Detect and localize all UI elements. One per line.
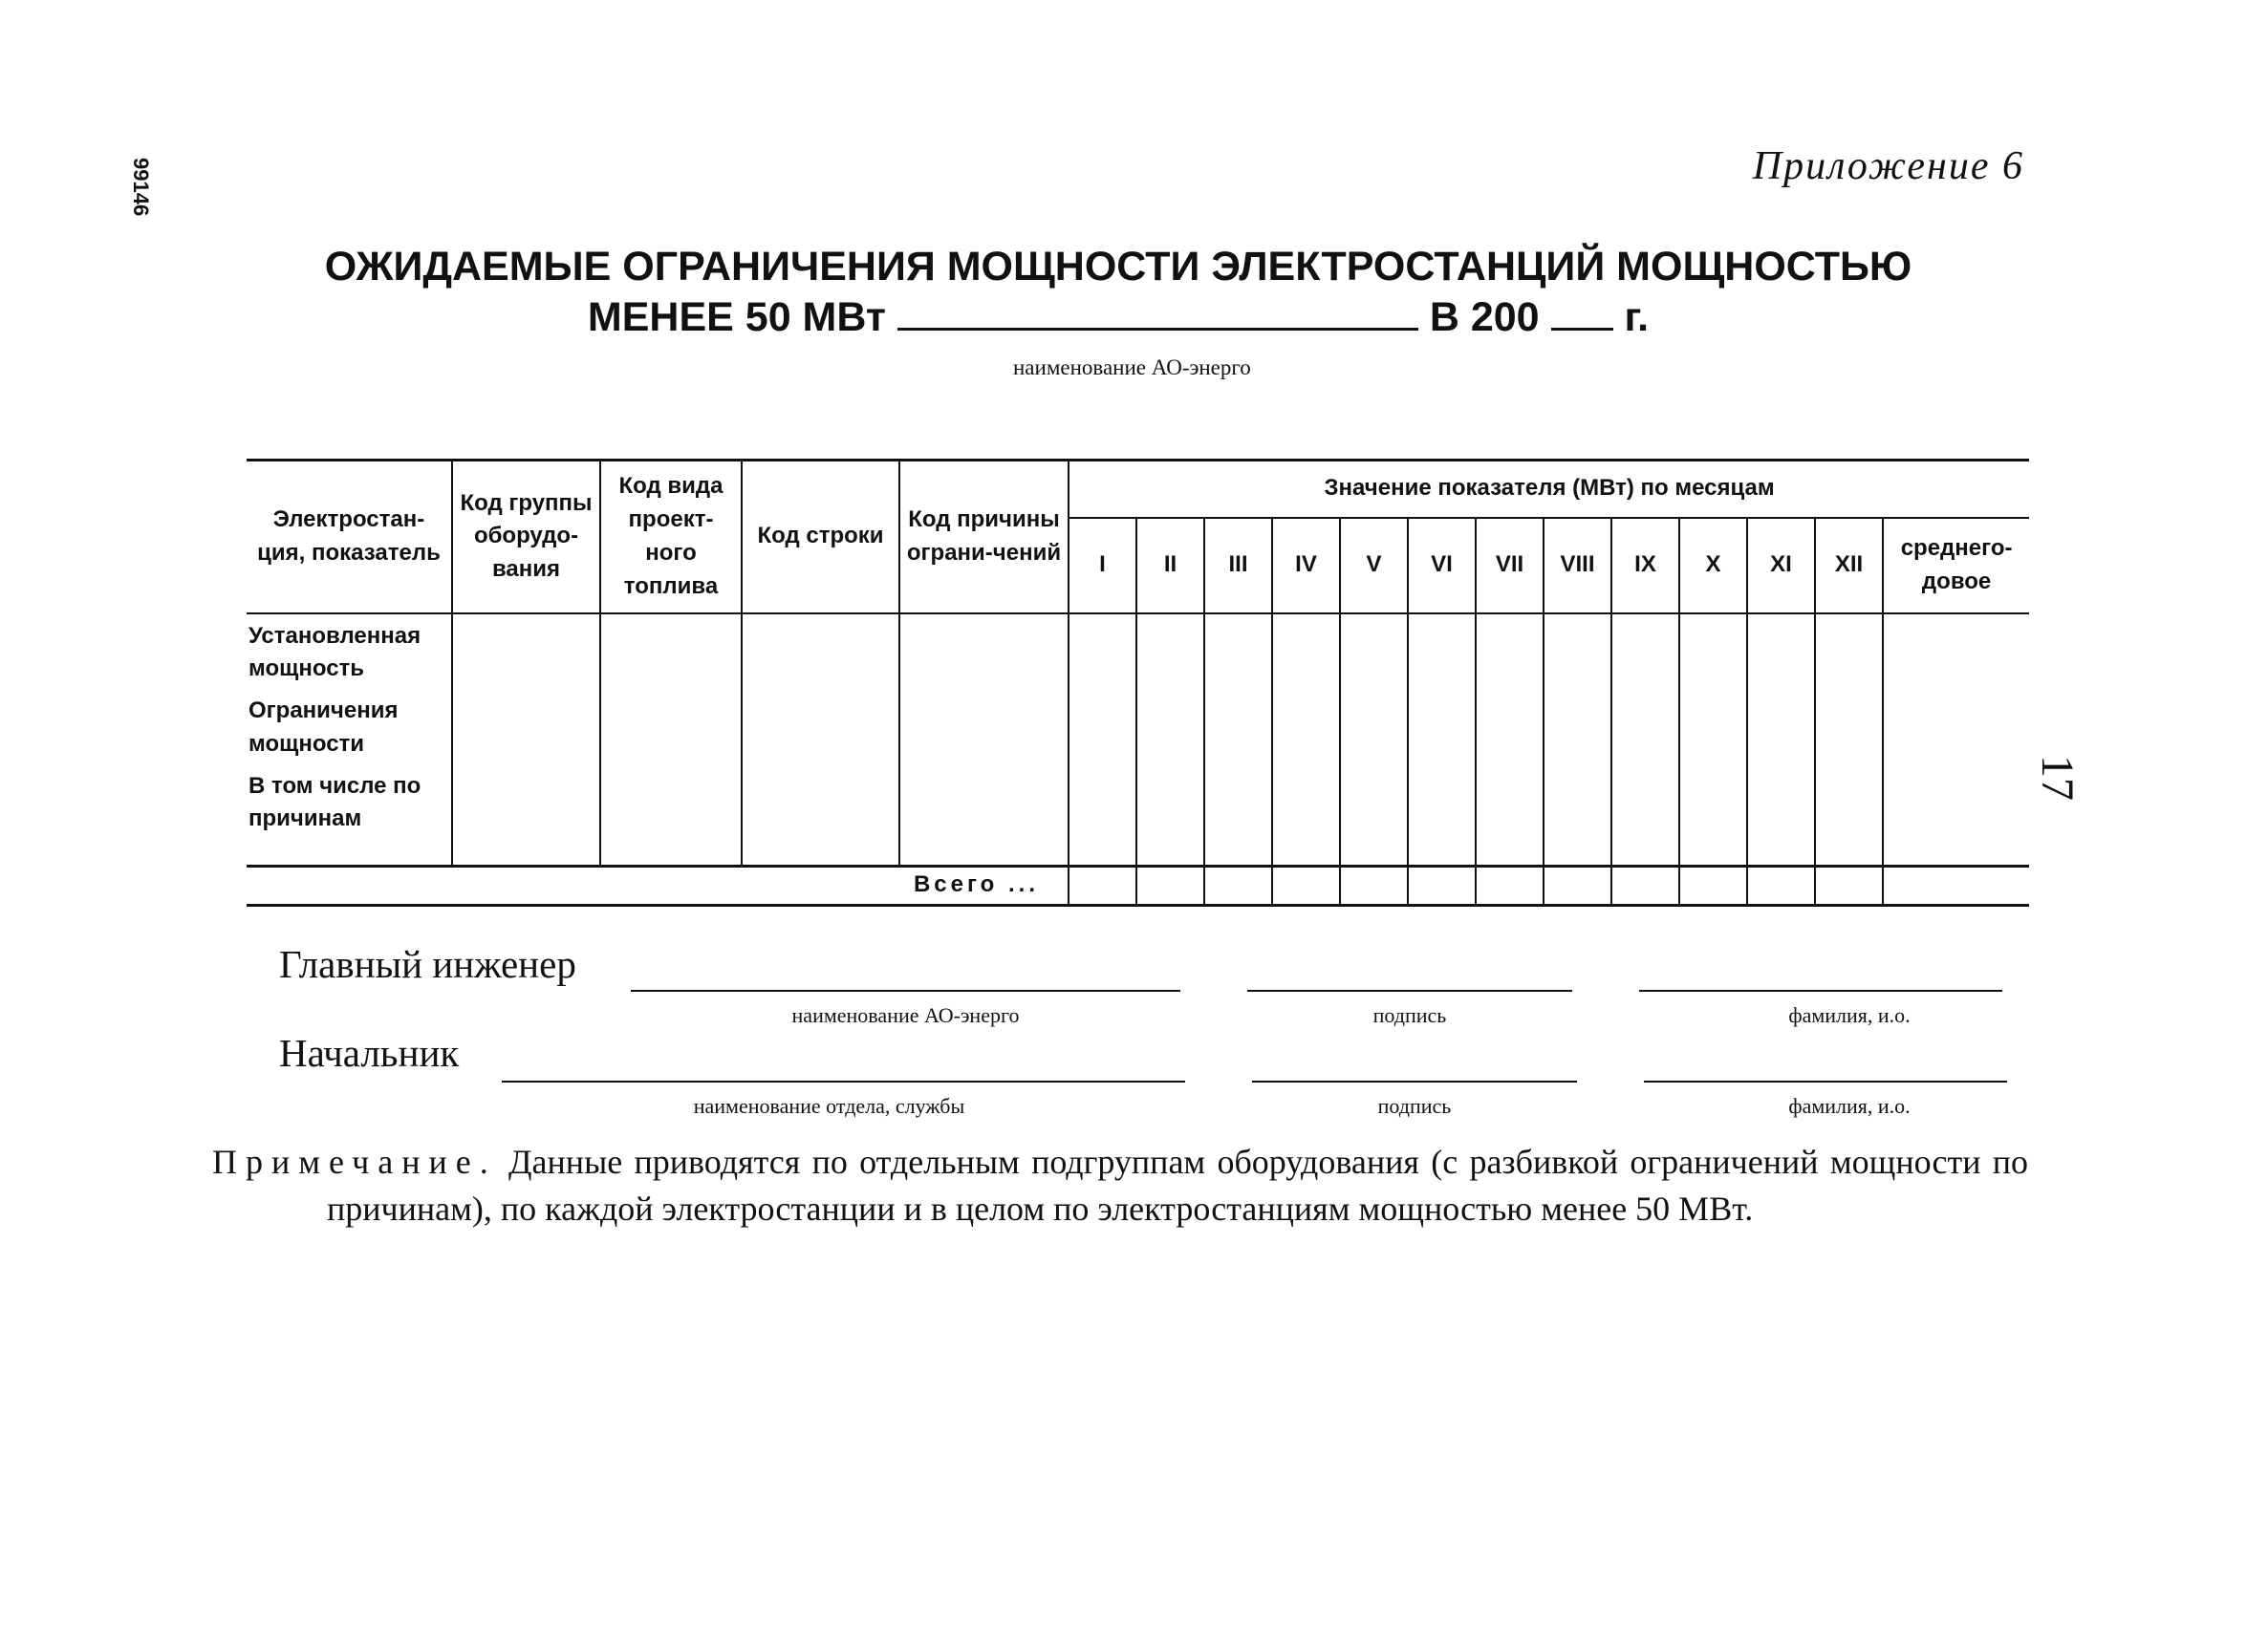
data-cell[interactable] bbox=[1136, 613, 1204, 867]
head-signature-line[interactable] bbox=[1252, 1081, 1577, 1083]
header-monthly-group: Значение показателя (МВт) по месяцам bbox=[1069, 461, 2029, 518]
header-month: V bbox=[1340, 518, 1408, 613]
data-cell[interactable] bbox=[1747, 613, 1815, 867]
data-cell[interactable] bbox=[1883, 613, 2029, 867]
header-equipment-group: Код группы оборудо-вания bbox=[452, 461, 600, 613]
title-line-1: ОЖИДАЕМЫЕ ОГРАНИЧЕНИЯ МОЩНОСТИ ЭЛЕКТРОСТАНЦИЙ МОЩНОСТЬЮ bbox=[324, 244, 1912, 290]
header-fuel-type: Код вида проект-ного топлива bbox=[600, 461, 742, 613]
row-label-limitations: Ограничения мощности bbox=[248, 697, 399, 757]
head-label: Начальник bbox=[279, 1031, 460, 1075]
total-cell[interactable] bbox=[1544, 866, 1611, 905]
header-month: IX bbox=[1611, 518, 1679, 613]
chief-org-line[interactable] bbox=[631, 990, 1180, 992]
year-blank[interactable] bbox=[1551, 291, 1613, 331]
head-name-caption: фамилия, и.о. bbox=[1788, 1094, 1911, 1118]
head-dept-line[interactable] bbox=[502, 1081, 1185, 1083]
chief-signature-caption: подпись bbox=[1372, 1003, 1447, 1027]
header-month: X bbox=[1679, 518, 1747, 613]
title-year-suffix: г. bbox=[1624, 294, 1650, 340]
total-cell[interactable] bbox=[1204, 866, 1272, 905]
header-month: XII bbox=[1815, 518, 1883, 613]
note bbox=[212, 1139, 2028, 1232]
header-reason-code: Код причины ограни-чений bbox=[899, 461, 1069, 613]
header-month: VIII bbox=[1544, 518, 1611, 613]
data-cell[interactable] bbox=[1069, 613, 1136, 867]
chief-name-line[interactable] bbox=[1639, 990, 2002, 992]
row-labels-cell bbox=[247, 613, 452, 867]
header-month: IV bbox=[1272, 518, 1340, 613]
total-cell[interactable] bbox=[1340, 866, 1408, 905]
header-annual-average: среднего-довое bbox=[1883, 518, 2029, 613]
data-cell[interactable] bbox=[1340, 613, 1408, 867]
limits-table bbox=[247, 459, 2029, 907]
total-cell[interactable] bbox=[1611, 866, 1679, 905]
data-cell[interactable] bbox=[742, 613, 899, 867]
total-cell[interactable] bbox=[1883, 866, 2029, 905]
header-month: II bbox=[1136, 518, 1204, 613]
total-cell[interactable] bbox=[1476, 866, 1544, 905]
data-cell[interactable] bbox=[1476, 613, 1544, 867]
title-caption: наименование АО-энерго bbox=[1013, 355, 1251, 379]
document-code: 99146 bbox=[129, 158, 153, 217]
data-cell[interactable] bbox=[1408, 613, 1476, 867]
data-cell[interactable] bbox=[1679, 613, 1747, 867]
row-label-by-reasons: В том числе по причинам bbox=[248, 772, 421, 832]
total-cell[interactable] bbox=[1747, 866, 1815, 905]
data-cell[interactable] bbox=[1815, 613, 1883, 867]
total-label: Всего ... bbox=[247, 866, 1069, 905]
appendix-label: Приложение 6 bbox=[1752, 144, 2024, 188]
data-cell[interactable] bbox=[1544, 613, 1611, 867]
chief-signature-line[interactable] bbox=[1247, 990, 1572, 992]
data-cell[interactable] bbox=[1611, 613, 1679, 867]
header-month: I bbox=[1069, 518, 1136, 613]
chief-org-caption: наименование АО-энерго bbox=[791, 1003, 1020, 1027]
header-month: III bbox=[1204, 518, 1272, 613]
chief-engineer-label: Главный инженер bbox=[279, 942, 576, 986]
total-cell[interactable] bbox=[1069, 866, 1136, 905]
head-signature-caption: подпись bbox=[1377, 1094, 1452, 1118]
header-month: XI bbox=[1747, 518, 1815, 613]
data-cell[interactable] bbox=[600, 613, 742, 867]
title-year-prefix: В 200 bbox=[1429, 294, 1540, 340]
title-line-2 bbox=[220, 291, 2017, 341]
chief-name-caption: фамилия, и.о. bbox=[1788, 1003, 1911, 1027]
total-cell[interactable] bbox=[1272, 866, 1340, 905]
data-cell[interactable] bbox=[1204, 613, 1272, 867]
note-text: Данные приводятся по отдельным подгруппам оборудования (с разбивкой ограничений мощности по причинам), по каждой электростанции и в целом по электростанциям мощностью менее 50 МВт. bbox=[327, 1143, 2028, 1228]
data-cell[interactable] bbox=[899, 613, 1069, 867]
header-station: Электростан-ция, показатель bbox=[247, 461, 452, 613]
title-line-2-start: МЕНЕЕ 50 МВт bbox=[587, 294, 886, 340]
org-name-blank[interactable] bbox=[897, 291, 1418, 331]
head-name-line[interactable] bbox=[1644, 1081, 2007, 1083]
total-cell[interactable] bbox=[1408, 866, 1476, 905]
row-label-installed: Установленная мощность bbox=[248, 622, 421, 682]
page-number: 17 bbox=[2032, 755, 2083, 801]
data-cell[interactable] bbox=[1272, 613, 1340, 867]
header-row-code: Код строки bbox=[742, 461, 899, 613]
total-cell[interactable] bbox=[1815, 866, 1883, 905]
note-label: Примечание. bbox=[212, 1143, 497, 1181]
total-cell[interactable] bbox=[1136, 866, 1204, 905]
header-month: VII bbox=[1476, 518, 1544, 613]
head-dept-caption: наименование отдела, службы bbox=[693, 1094, 965, 1118]
total-cell[interactable] bbox=[1679, 866, 1747, 905]
data-cell[interactable] bbox=[452, 613, 600, 867]
header-month: VI bbox=[1408, 518, 1476, 613]
